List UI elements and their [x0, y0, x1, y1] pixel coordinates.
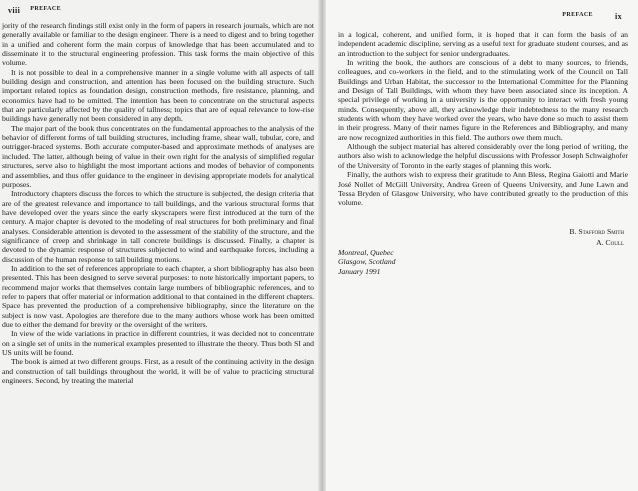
left-paragraph-2: It is not possible to deal in a comprehensive manner in a single volume with all aspects of tall building design and construction, and attention has been focused on the building structure. Such important related topics as foundation design, construction methods, fire resistance, planning, and economics have had to be omitted. The intention has been to concentrate on the structural aspects that are particularly affected by the quality of tallness; topics that are of equal relevance to low-rise buildings have generally not been considered in any depth.: [2, 67, 314, 124]
right-page: [322, 0, 638, 491]
right-page-number: ix: [614, 12, 622, 21]
right-paragraph-4: Finally, the authors wish to express their gratitude to Ann Bless, Regina Gaiotti and Marie José Nollet of McGill University, Andrea Green of Queens University, and June Lawn and Tessa Bryden of Glasgow University, who have contributed greatly to the production of this volume.: [338, 170, 628, 208]
left-paragraph-5: In addition to the set of references appropriate to each chapter, a short bibliography has also been presented. This has been designed to serve several purposes: to note historically important papers, to recommend major works that themselves contain large numbers of bibliographic references, and to refer to papers that offer material or information additional to that contained in the different chapters. Space has prevented the production of a comprehensive bibliography, since the literature on the subject is now vast. Apologies are therefore due to the many authors whose work has been omitted due to either the demand for brevity or the oversight of the writers.: [2, 263, 314, 329]
right-running-title: PREFACE: [562, 12, 593, 18]
right-paragraph-3: Although the subject material has altered considerably over the long period of writing, the authors also wish to acknowledge the helpful discussions with Professor Joseph Schwaighofer of the University of Toronto in the early stages of planning this work.: [338, 142, 628, 170]
right-paragraph-1: in a logical, coherent, and unified form, it is hoped that it can form the basis of an independent academic discipline, serving as a useful text for graduate student courses, and as an introduction to the subject for senior undergraduates.: [338, 30, 628, 58]
left-paragraph-4: Introductory chapters discuss the forces to which the structure is subjected, the design criteria that are of the greatest relevance and importance to tall buildings, and the various structural forms that have developed over the years since the early skyscrapers were first introduced at the turn of the century. A major chapter is devoted to the modeling of real structures for both preliminary and final analyses. Considerable attention is devoted to the assessment of the stability of the structure, and the significance of creep and shrinkage in tall concrete buildings is discussed. Finally, a chapter is devoted to the dynamic response of structures subjected to wind and earthquake forces, including a discussion of the human response to tall building motions.: [2, 189, 314, 264]
book-gutter: [318, 0, 326, 491]
author-name-2: A. Coull: [596, 237, 624, 247]
author-names: [569, 226, 624, 248]
place-2: Glasgow, Scotland: [338, 257, 396, 267]
left-paragraph-1: jority of the research findings still exist only in the form of papers in research journals, which are not generally available or familiar to the design engineer. There is a need to digest and to bring together in a unified and coherent form the main corpus of knowledge that has been accumulated and to disseminate it to the structural engineering profession. This task forms the main objective of this volume.: [2, 21, 314, 68]
signature-block: [338, 226, 628, 278]
left-page-number: viii: [8, 6, 21, 15]
left-running-title: PREFACE: [30, 6, 61, 12]
date: January 1991: [338, 266, 381, 276]
left-paragraph-6: In view of the wide variations in practice in different countries, it was decided not to concentrate on a single set of units in the numerical examples presented to illustrate the theory. Thus both SI and US units will be found.: [2, 329, 314, 358]
right-paragraph-2: In writing the book, the authors are conscious of a debt to many sources, to friends, colleagues, and co-workers in the field, and to the stimulating work of the Council on Tall Buildings and Urban Habitat, the successor to the International Committee for the Planning and Design of Tall Buildings, with whom they have been associated since its inception. A special privilege of working in a university is the opportunity to interact with fresh young minds. Consequently, above all, they acknowledge their indebtedness to the many research students with whom they have worked over the years, who have done so much to assist them in their progress. Many of their names figure in the References and Bibliography, and many are now recognized authorities in this field. The authors owe them much.: [338, 58, 628, 142]
place-1: Montreal, Quebec: [338, 247, 394, 257]
left-paragraph-3: The major part of the book thus concentrates on the fundamental approaches to the analysis of the behavior of different forms of tall building structures, including frame, shear wall, tubular, core, and outrigger-braced systems. Both accurate computer-based and approximate methods of analyses are included. The latter, although being of value in their own right for the analysis of simplified regular structures, serve also to highlight the most important actions and modes of behavior of components and assemblies, and thus offer guidance to the engineer in devising appropriate models for analytical purposes.: [2, 123, 314, 189]
place-and-date: [338, 248, 396, 277]
left-paragraph-7: The book is aimed at two different groups. First, as a result of the continuing activity in the design and construction of tall buildings throughout the world, it will be of value to practicing structural engineers. Second, by treating the material: [2, 357, 314, 386]
author-name-1: B. Stafford Smith: [569, 226, 624, 236]
left-running-head: [8, 6, 314, 15]
right-running-head: [338, 12, 628, 21]
